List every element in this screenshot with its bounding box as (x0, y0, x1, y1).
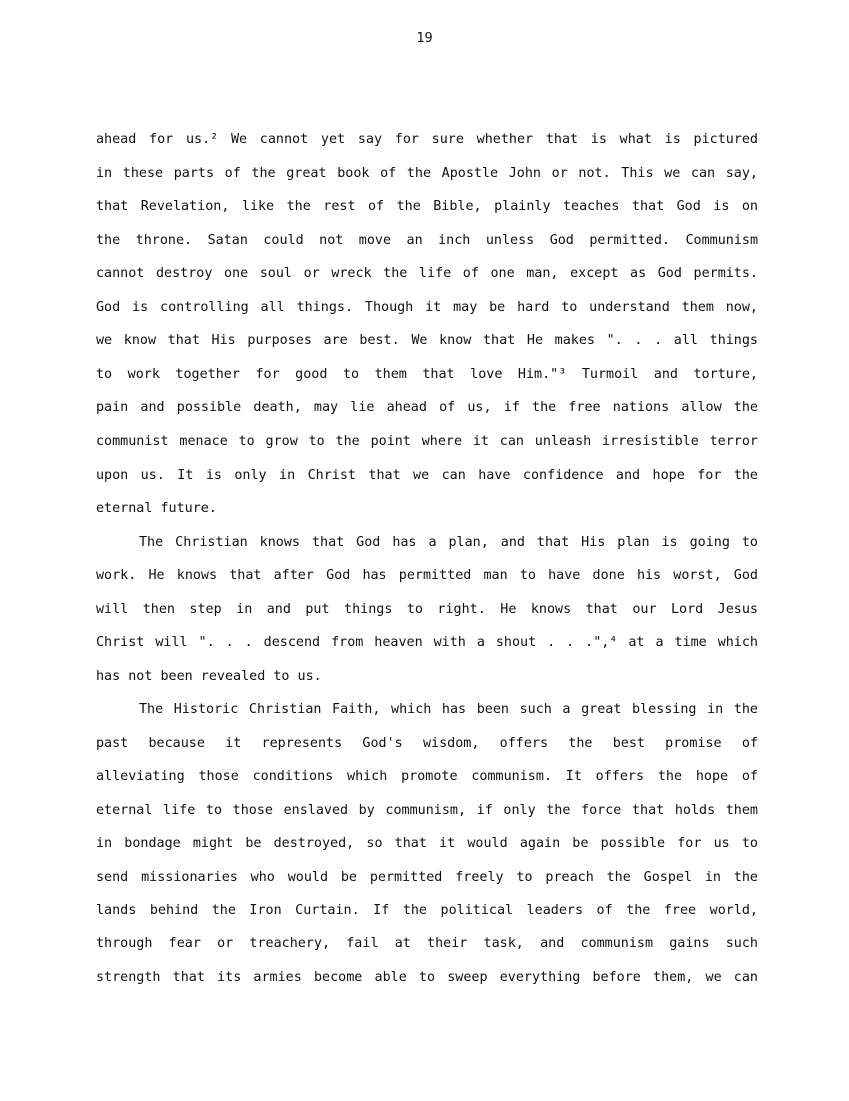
text-line: send missionaries who would be permitted freely to preach the Gospel in the (96, 870, 758, 885)
text-line: eternal life to those enslaved by communism, if only the force that holds them (96, 803, 758, 818)
text-line: in bondage might be destroyed, so that it would again be possible for us to (96, 836, 758, 851)
text-line: strength that its armies become able to sweep everything before them, we can (96, 970, 758, 985)
text-line: will then step in and put things to right. He knows that our Lord Jesus (96, 602, 758, 617)
text-line: we know that His purposes are best. We know that He makes ". . . all things (96, 333, 758, 348)
text-line: Christ will ". . . descend from heaven with a shout . . .",⁴ at a time which (96, 635, 758, 650)
text-line: communist menace to grow to the point where it can unleash irresistible terror (96, 434, 758, 449)
text-line: past because it represents God's wisdom, offers the best promise of (96, 736, 758, 751)
text-line: to work together for good to them that love Him."³ Turmoil and torture, (96, 367, 758, 382)
text-line: work. He knows that after God has permitted man to have done his worst, God (96, 568, 758, 583)
text-line: has not been revealed to us. (96, 669, 322, 684)
text-line: through fear or treachery, fail at their task, and communism gains such (96, 936, 758, 951)
text-line: lands behind the Iron Curtain. If the political leaders of the free world, (96, 903, 758, 918)
paragraph-first-line: The Historic Christian Faith, which has been such a great blessing in the (139, 702, 758, 717)
page-number: 19 (416, 30, 433, 46)
text-line: that Revelation, like the rest of the Bible, plainly teaches that God is on (96, 199, 758, 214)
text-line: alleviating those conditions which promote communism. It offers the hope of (96, 769, 758, 784)
text-line: ahead for us.² We cannot yet say for sure whether that is what is pictured (96, 132, 758, 147)
text-line: eternal future. (96, 501, 217, 516)
text-line: in these parts of the great book of the Apostle John or not. This we can say, (96, 166, 758, 181)
paragraph-first-line: The Christian knows that God has a plan, and that His plan is going to (139, 535, 758, 550)
text-line: the throne. Satan could not move an inch unless God permitted. Communism (96, 233, 758, 248)
text-line: upon us. It is only in Christ that we can have confidence and hope for the (96, 468, 758, 483)
text-line: God is controlling all things. Though it may be hard to understand them now, (96, 300, 758, 315)
text-line: cannot destroy one soul or wreck the life of one man, except as God permits. (96, 266, 758, 281)
text-line: pain and possible death, may lie ahead of us, if the free nations allow the (96, 400, 758, 415)
